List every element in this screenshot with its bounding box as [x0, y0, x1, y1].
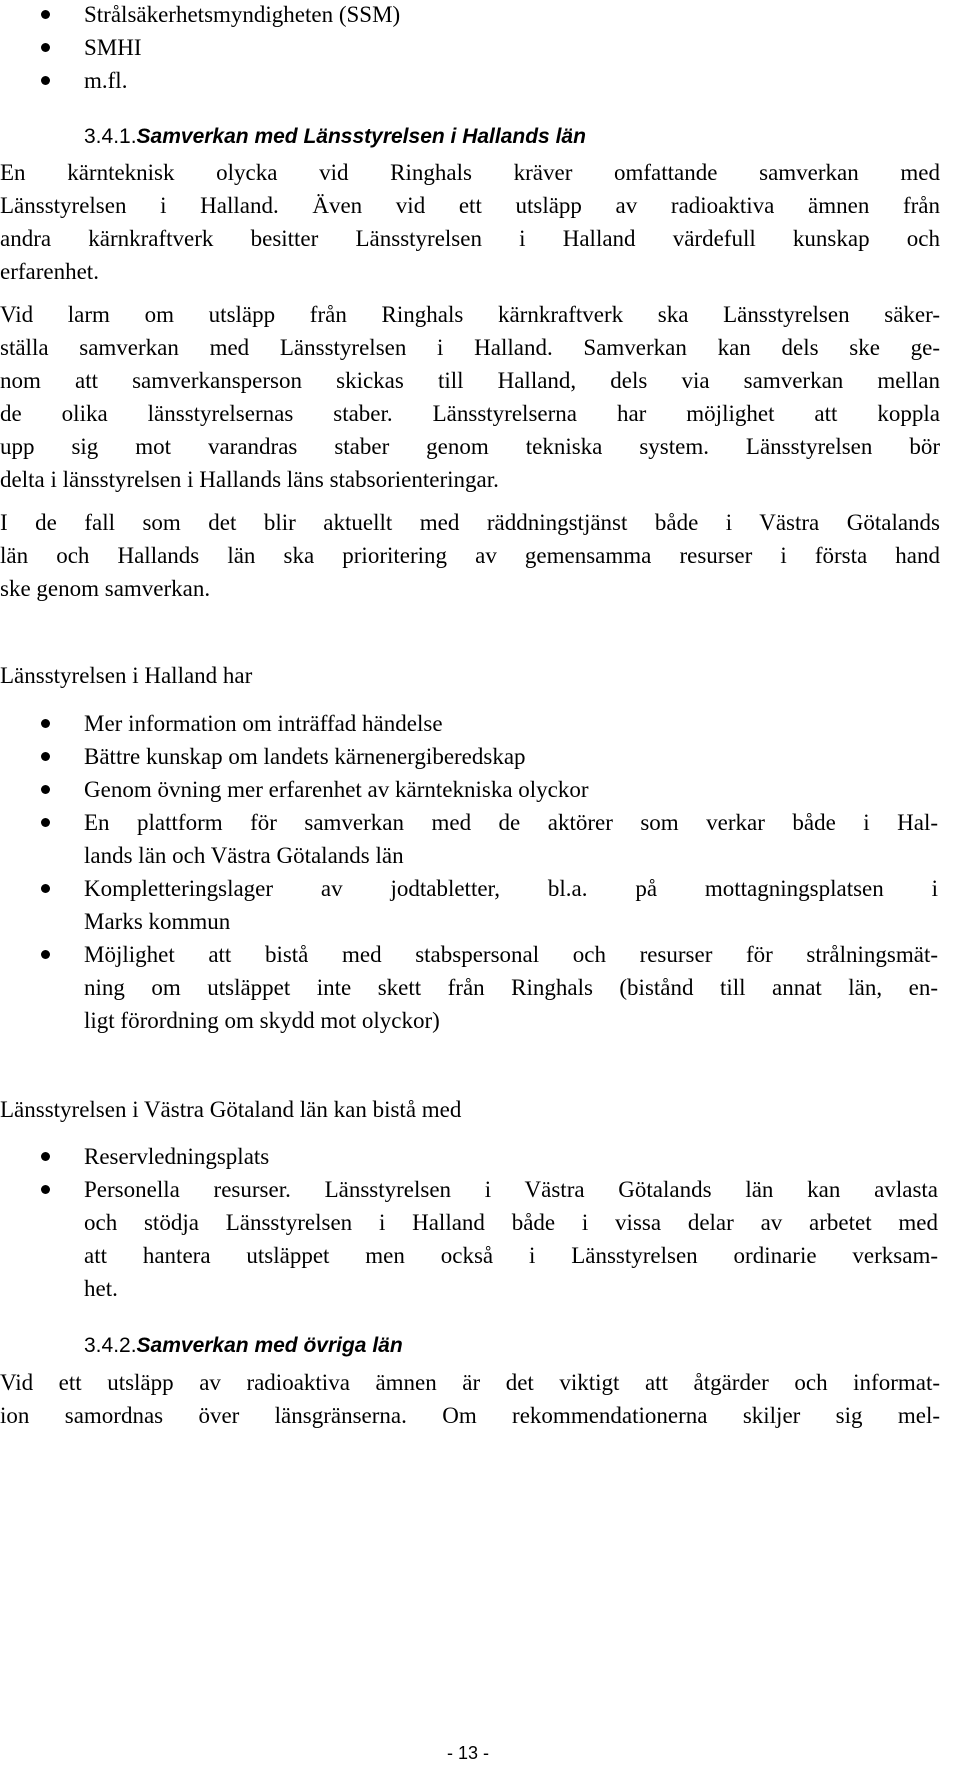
list-item-continuation: het.: [84, 1276, 118, 1301]
bullet-icon: [41, 1185, 50, 1194]
bullet-icon: [41, 10, 50, 19]
list-item: Genom övning mer erfarenhet av kärntekniska olyckor: [84, 777, 589, 802]
bullet-icon: [41, 76, 50, 85]
text-line: Vid larm om utsläpp från Ringhals kärnkraftverk ska Länsstyrelsen säker-: [0, 302, 940, 327]
section-title: Samverkan med Länsstyrelsen i Hallands län: [136, 125, 586, 148]
list-item: SMHI: [84, 35, 142, 60]
bullet-icon: [41, 785, 50, 794]
bullet-icon: [41, 884, 50, 893]
bullet-icon: [41, 752, 50, 761]
bullet-icon: [41, 818, 50, 827]
list-item-continuation: att hantera utsläppet men också i Länsstyrelsen ordinarie verksam-: [84, 1243, 938, 1268]
section-number: 3.4.1.: [84, 125, 137, 148]
text-line: delta i länsstyrelsen i Hallands läns stabsorienteringar.: [0, 467, 499, 492]
text-line: ske genom samverkan.: [0, 576, 211, 601]
section-title: Samverkan med övriga län: [136, 1334, 403, 1357]
list-item: Kompletteringslager av jodtabletter, bl.a. på mottagningsplatsen i: [84, 876, 938, 901]
list-item: En plattform för samverkan med de aktörer som verkar både i Hal-: [84, 810, 938, 835]
bullet-icon: [41, 950, 50, 959]
bullet-icon: [41, 719, 50, 728]
text-line: ställa samverkan med Länsstyrelsen i Halland. Samverkan kan dels ske ge-: [0, 335, 940, 360]
text-line: Vid ett utsläpp av radioaktiva ämnen är det viktigt att åtgärder och informat-: [0, 1370, 940, 1395]
text-line: upp sig mot varandras staber genom tekniska system. Länsstyrelsen bör: [0, 434, 940, 459]
list-item-continuation: ligt förordning om skydd mot olyckor): [84, 1008, 440, 1033]
list-item: Reservledningsplats: [84, 1144, 270, 1169]
bullet-icon: [41, 43, 50, 52]
text-line: andra kärnkraftverk besitter Länsstyrelsen i Halland värdefull kunskap och: [0, 226, 940, 251]
list-item-continuation: Marks kommun: [84, 909, 231, 934]
list-item: m.fl.: [84, 68, 128, 93]
section-heading-3-4-2: [84, 1335, 403, 1356]
text-line: Länsstyrelsen i Halland. Även vid ett utsläpp av radioaktiva ämnen från: [0, 193, 940, 218]
list-item: Bättre kunskap om landets kärnenergiberedskap: [84, 744, 526, 769]
text-line: nom att samverkansperson skickas till Halland, dels via samverkan mellan: [0, 368, 940, 393]
bullet-icon: [41, 1152, 50, 1161]
list-item: Mer information om inträffad händelse: [84, 711, 443, 736]
page-number: - 13 -: [447, 1743, 490, 1763]
text-line: erfarenhet.: [0, 259, 99, 284]
section-heading-3-4-1: [84, 126, 586, 147]
text-line: I de fall som det blir aktuellt med räddningstjänst både i Västra Götalands: [0, 510, 940, 535]
list-item: Möjlighet att bistå med stabspersonal och resurser för strålningsmät-: [84, 942, 938, 967]
list-intro: Länsstyrelsen i Halland har: [0, 663, 253, 688]
list-item-continuation: ning om utsläppet inte skett från Ringhals (bistånd till annat län, en-: [84, 975, 938, 1000]
list-item-continuation: och stödja Länsstyrelsen i Halland både i vissa delar av arbetet med: [84, 1210, 938, 1235]
text-line: ion samordnas över länsgränserna. Om rekommendationerna skiljer sig mel-: [0, 1403, 940, 1428]
section-number: 3.4.2.: [84, 1334, 137, 1357]
text-line: En kärnteknisk olycka vid Ringhals kräver omfattande samverkan med: [0, 160, 940, 185]
text-line: län och Hallands län ska prioritering av gemensamma resurser i första hand: [0, 543, 940, 568]
list-item: Strålsäkerhetsmyndigheten (SSM): [84, 2, 401, 27]
list-item-continuation: lands län och Västra Götalands län: [84, 843, 404, 868]
list-intro: Länsstyrelsen i Västra Götaland län kan bistå med: [0, 1097, 462, 1122]
list-item: Personella resurser. Länsstyrelsen i Västra Götalands län kan avlasta: [84, 1177, 938, 1202]
text-line: de olika länsstyrelsernas staber. Länsstyrelserna har möjlighet att koppla: [0, 401, 940, 426]
